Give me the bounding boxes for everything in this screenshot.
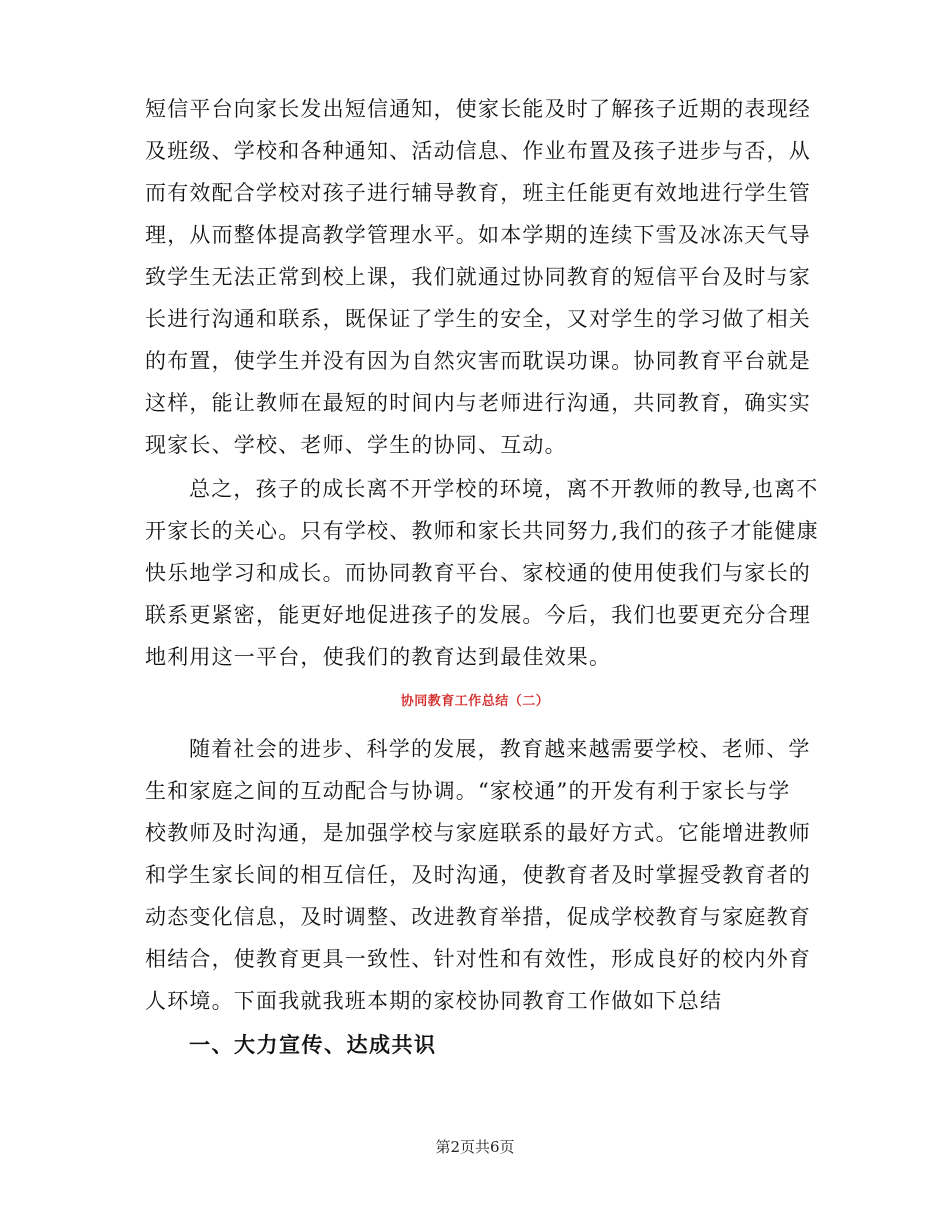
text-line: 理，从而整体提高教学管理水平。如本学期的连续下雪及冰冻天气导: [145, 223, 811, 247]
text-line: 生和家庭之间的互动配合与协调。“家校通”的开发有利于家长与学: [145, 779, 791, 803]
text-line: 相结合，使教育更具一致性、针对性和有效性，形成良好的校内外育: [145, 947, 811, 971]
text-line: 这样，能让教师在最短的时间内与老师进行沟通，共同教育，确实实: [145, 391, 811, 415]
text-line: 人环境。下面我就我班本期的家校协同教育工作做如下总结: [145, 989, 723, 1013]
text-line: 长进行沟通和联系，既保证了学生的安全，又对学生的学习做了相关: [145, 307, 811, 331]
text-line: 而有效配合学校对孩子进行辅导教育，班主任能更有效地进行学生管: [145, 181, 811, 205]
text-line: 的布置，使学生并没有因为自然灾害而耽误功课。协同教育平台就是: [145, 349, 811, 373]
text-line: 随着社会的进步、科学的发展，教育越来越需要学校、老师、学: [189, 737, 811, 761]
text-line: 和学生家长间的相互信任，及时沟通，使教育者及时掌握受教育者的: [145, 863, 811, 887]
text-line: 现家长、学校、老师、学生的协同、互动。: [145, 433, 567, 457]
text-line: 致学生无法正常到校上课，我们就通过协同教育的短信平台及时与家: [145, 265, 811, 289]
text-line: 短信平台向家长发出短信通知，使家长能及时了解孩子近期的表现经: [145, 97, 811, 121]
section-title: 协同教育工作总结（二）: [400, 694, 550, 709]
text-line: 及班级、学校和各种通知、活动信息、作业布置及孩子进步与否，从: [145, 139, 811, 163]
text-line: 总之，孩子的成长离不开学校的环境，离不开教师的教导,也离不: [189, 477, 819, 501]
text-line: 开家长的关心。只有学校、教师和家长共同努力,我们的孩子才能健康: [145, 519, 819, 543]
text-line: 联系更紧密，能更好地促进孩子的发展。今后，我们也要更充分合理: [145, 603, 811, 627]
page-number-footer: 第2页共6页: [435, 1138, 515, 1156]
text-line: 动态变化信息，及时调整、改进教育举措，促成学校教育与家庭教育: [145, 905, 811, 929]
section-heading: 一、大力宣传、达成共识: [189, 1033, 437, 1057]
text-line: 快乐地学习和成长。而协同教育平台、家校通的使用使我们与家长的: [145, 561, 811, 585]
text-line: 校教师及时沟通，是加强学校与家庭联系的最好方式。它能增进教师: [145, 821, 811, 845]
text-line: 地利用这一平台，使我们的教育达到最佳效果。: [145, 645, 612, 669]
